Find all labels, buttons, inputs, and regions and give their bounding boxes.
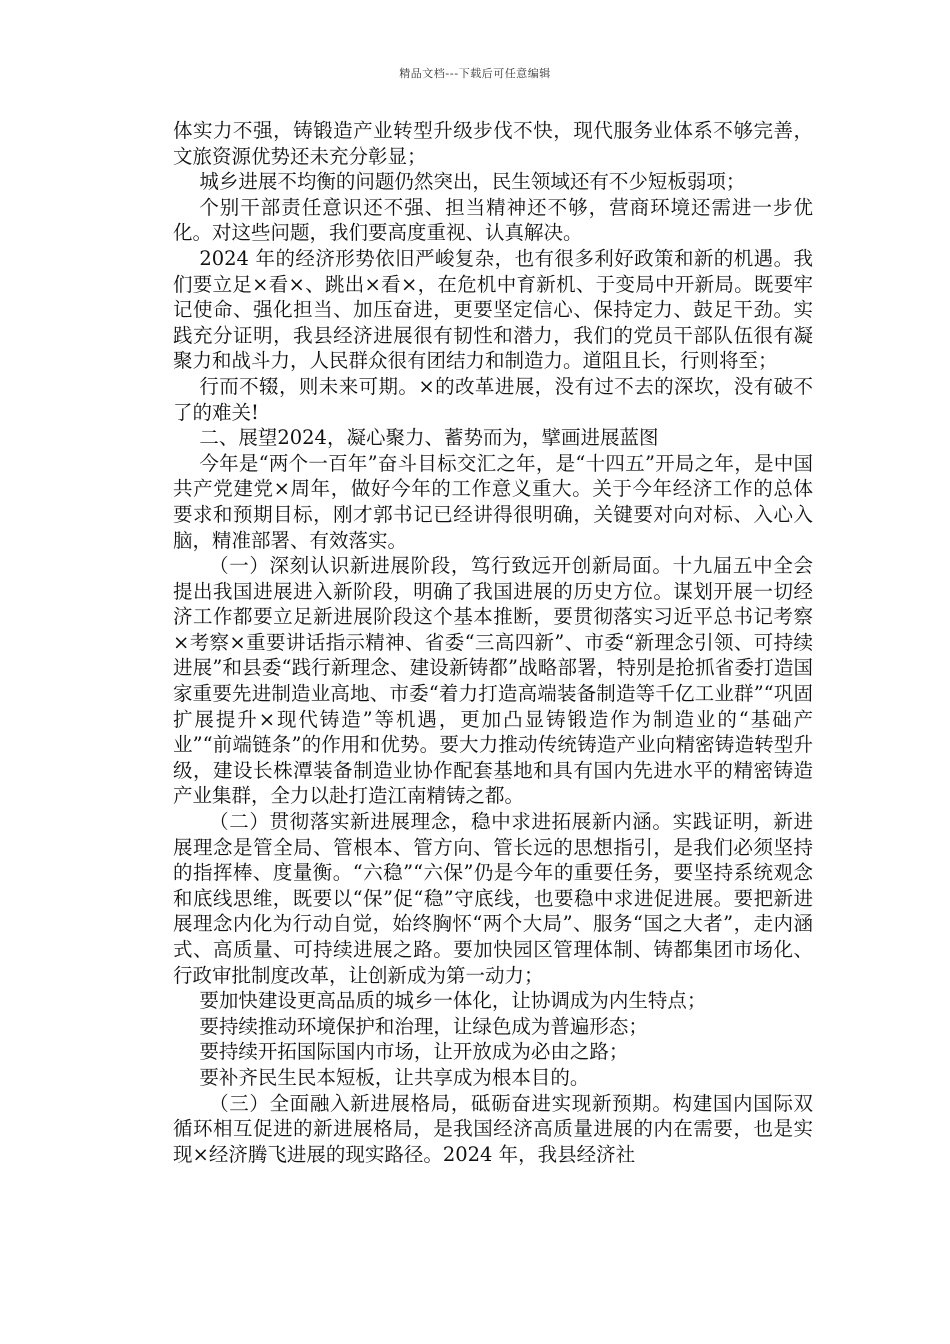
paragraph: （二）贯彻落实新进展理念，稳中求进拓展新内涵。实践证明，新进展理念是管全局、管根本、管方向、管长远的思想指引，是我们必须坚持的指挥棒、度量衡。“六稳”“六保”仍是今年的重要任务，要坚持系统观念和底线思维，既要以“保”促“稳”守底线，也要稳中求进促进展。要把新进展理念内化为行动自觉，始终胸怀“两个大局”、服务“国之大者”，走内涵式、高质量、可持续进展之路。要加快园区管理体制、铸都集团市场化、行政审批制度改革，让创新成为第一动力；: [173, 810, 813, 987]
paragraph: 要补齐民生民本短板，让共享成为根本目的。: [199, 1065, 590, 1089]
paragraph: 要持续开拓国际国内市场，让开放成为必由之路；: [199, 1040, 629, 1064]
document-body: [173, 118, 813, 1167]
paragraph: 个别干部责任意识还不强、担当精神还不够，营商环境还需进一步优化。对这些问题，我们要高度重视、认真解决。: [173, 195, 813, 245]
page-header: 精品文档---下载后可任意编辑: [399, 67, 551, 80]
paragraph: 2024 年的经济形势依旧严峻复杂，也有很多利好政策和新的机遇。我们要立足×看×、跳出×看×，在危机中育新机、于变局中开新局。既要牢记使命、强化担当、加压奋进，更要坚定信心、保持定力、鼓足干劲。实践充分证明，我县经济进展很有韧性和潜力，我们的党员干部队伍很有凝聚力和战斗力，人民群众很有团结力和制造力。道阻且长，行则将至；: [173, 246, 813, 373]
paragraph: （一）深刻认识新进展阶段，笃行致远开创新局面。十九届五中全会提出我国进展进入新阶段，明确了我国进展的历史方位。谋划开展一切经济工作都要立足新进展阶段这个基本推断，要贯彻落实习近平总书记考察×考察×重要讲话指示精神、省委“三高四新”、市委“新理念引领、可持续进展”和县委“践行新理念、建设新铸都”战略部署，特别是抢抓省委打造国家重要先进制造业高地、市委“着力打造高端装备制造等千亿工业群”“巩固扩展提升×现代铸造”等机遇，更加凸显铸锻造作为制造业的“基础产业”“前端链条”的作用和优势。要大力推动传统铸造产业向精密铸造转型升级，建设长株潭装备制造业协作配套基地和具有国内先进水平的精密铸造产业集群，全力以赴打造江南精铸之都。: [173, 554, 813, 808]
paragraph: 体实力不强，铸锻造产业转型升级步伐不快，现代服务业体系不够完善，文旅资源优势还未充分彰显；: [173, 119, 813, 168]
paragraph: 要加快建设更高品质的城乡一体化，让协调成为内生特点；: [199, 989, 707, 1013]
paragraph: （三）全面融入新进展格局，砥砺奋进实现新预期。构建国内国际双循环相互促进的新进展格局，是我国经济高质量进展的内在需要，也是实现×经济腾飞进展的现实路径。2024 年，我县经济社: [173, 1091, 813, 1166]
paragraph: 行而不辍，则未来可期。×的改革进展，没有过不去的深坎，没有破不了的难关!: [173, 374, 813, 424]
paragraph: 要持续推动环境保护和治理，让绿色成为普遍形态；: [199, 1014, 648, 1038]
paragraph: 城乡进展不均衡的问题仍然突出，民生领域还有不少短板弱项；: [199, 170, 746, 194]
section-heading: 二、展望2024，凝心聚力、蓄势而为，擘画进展蓝图: [199, 426, 659, 450]
paragraph: 今年是“两个一百年”奋斗目标交汇之年，是“十四五”开局之年，是中国共产党建党×周年，做好今年的工作意义重大。关于今年经济工作的总体要求和预期目标，刚才郭书记已经讲得很明确，关键要对向对标、入心入脑，精准部署、有效落实。: [173, 451, 813, 552]
